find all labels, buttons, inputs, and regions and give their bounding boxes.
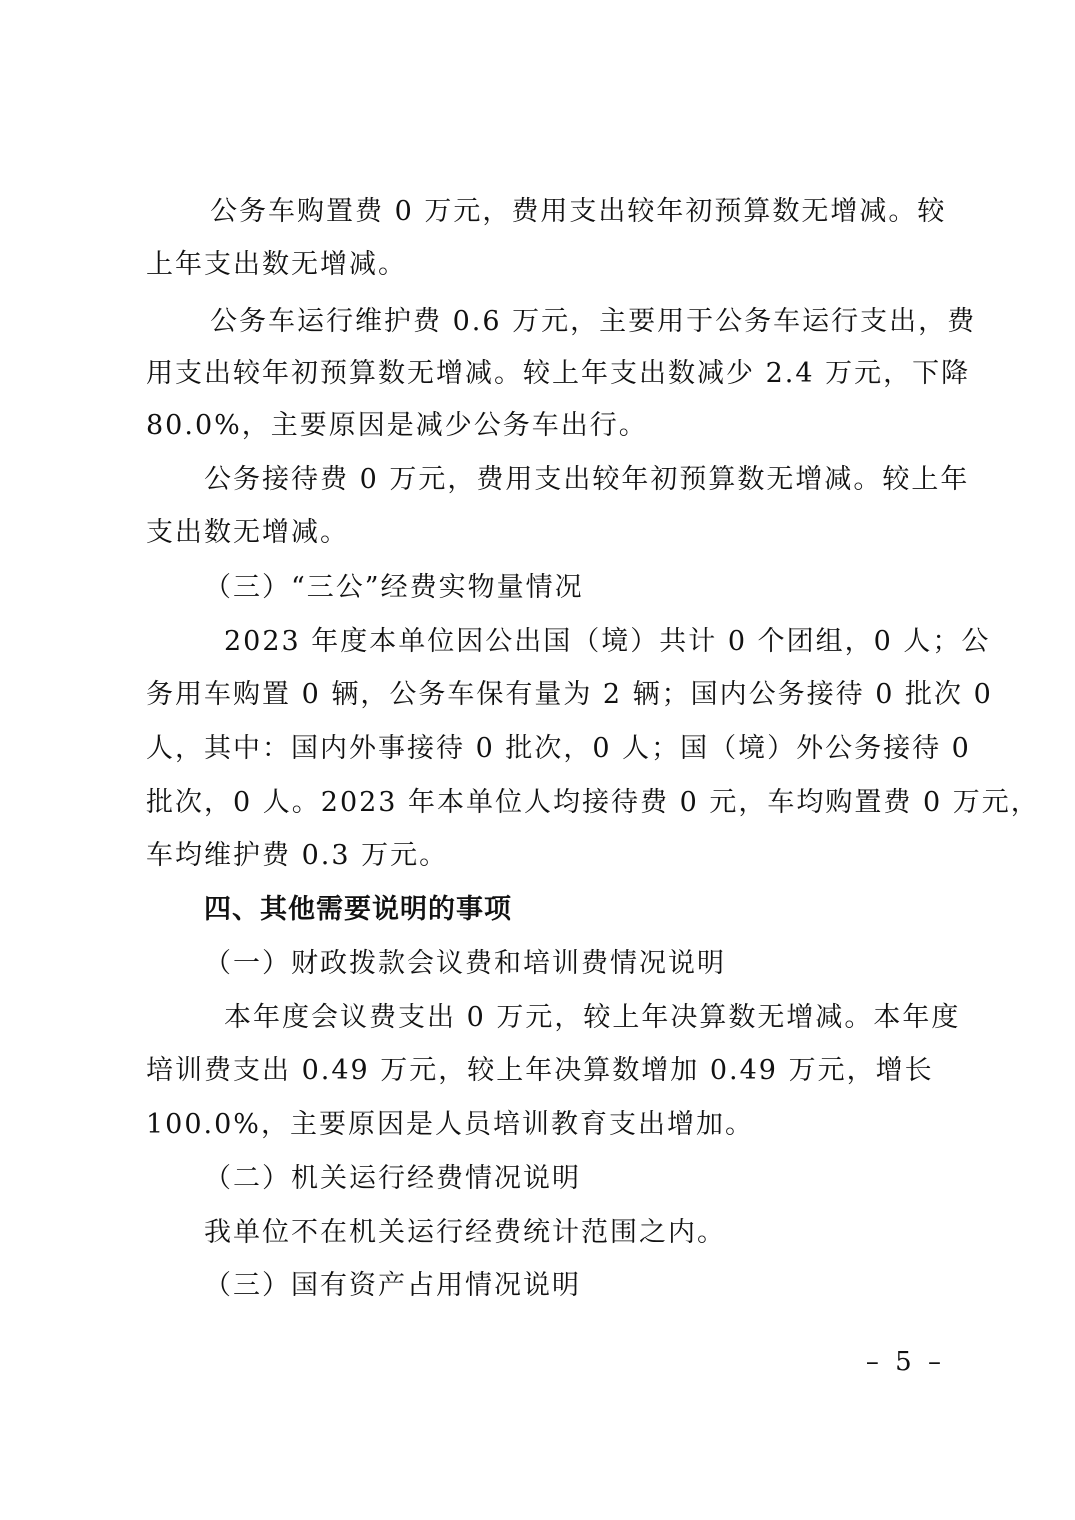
paragraph-line: 培训费支出 0.49 万元，较上年决算数增加 0.49 万元，增长 xyxy=(146,1055,934,1086)
paragraph-line: 车均维护费 0.3 万元。 xyxy=(146,840,449,871)
paragraph-line: 批次，0 人。2023 年本单位人均接待费 0 元，车均购置费 0 万元， xyxy=(146,787,1040,818)
paragraph-line: 我单位不在机关运行经费统计范围之内。 xyxy=(204,1217,726,1248)
paragraph-line: 2023 年度本单位因公出国（境）共计 0 个团组，0 人；公 xyxy=(224,626,991,657)
paragraph-line: 本年度会议费支出 0 万元，较上年决算数无增减。本年度 xyxy=(224,1002,961,1033)
paragraph-line: 100.0%，主要原因是人员培训教育支出增加。 xyxy=(146,1109,754,1140)
paragraph-line: 80.0%，主要原因是减少公务车出行。 xyxy=(146,410,648,441)
subsection-heading: （一）财政拨款会议费和培训费情况说明 xyxy=(204,948,726,979)
section-heading: 四、其他需要说明的事项 xyxy=(204,894,512,925)
paragraph-line: 支出数无增减。 xyxy=(146,517,349,548)
paragraph-line: 用支出较年初预算数无增减。较上年支出数减少 2.4 万元，下降 xyxy=(146,358,971,389)
subsection-heading: （二）机关运行经费情况说明 xyxy=(204,1163,581,1194)
page-number: – 5 – xyxy=(865,1347,945,1377)
section-heading: （三）“三公”经费实物量情况 xyxy=(204,572,584,603)
paragraph-line: 人，其中：国内外事接待 0 批次，0 人；国（境）外公务接待 0 xyxy=(146,733,971,764)
paragraph-line: 公务接待费 0 万元，费用支出较年初预算数无增减。较上年 xyxy=(204,464,970,495)
paragraph-line: 公务车购置费 0 万元，费用支出较年初预算数无增减。较 xyxy=(210,196,947,227)
paragraph-line: 上年支出数无增减。 xyxy=(146,249,407,280)
paragraph-line: 务用车购置 0 辆，公务车保有量为 2 辆；国内公务接待 0 批次 0 xyxy=(146,679,993,710)
paragraph-line: 公务车运行维护费 0.6 万元，主要用于公务车运行支出，费 xyxy=(210,306,977,337)
subsection-heading: （三）国有资产占用情况说明 xyxy=(204,1270,581,1301)
